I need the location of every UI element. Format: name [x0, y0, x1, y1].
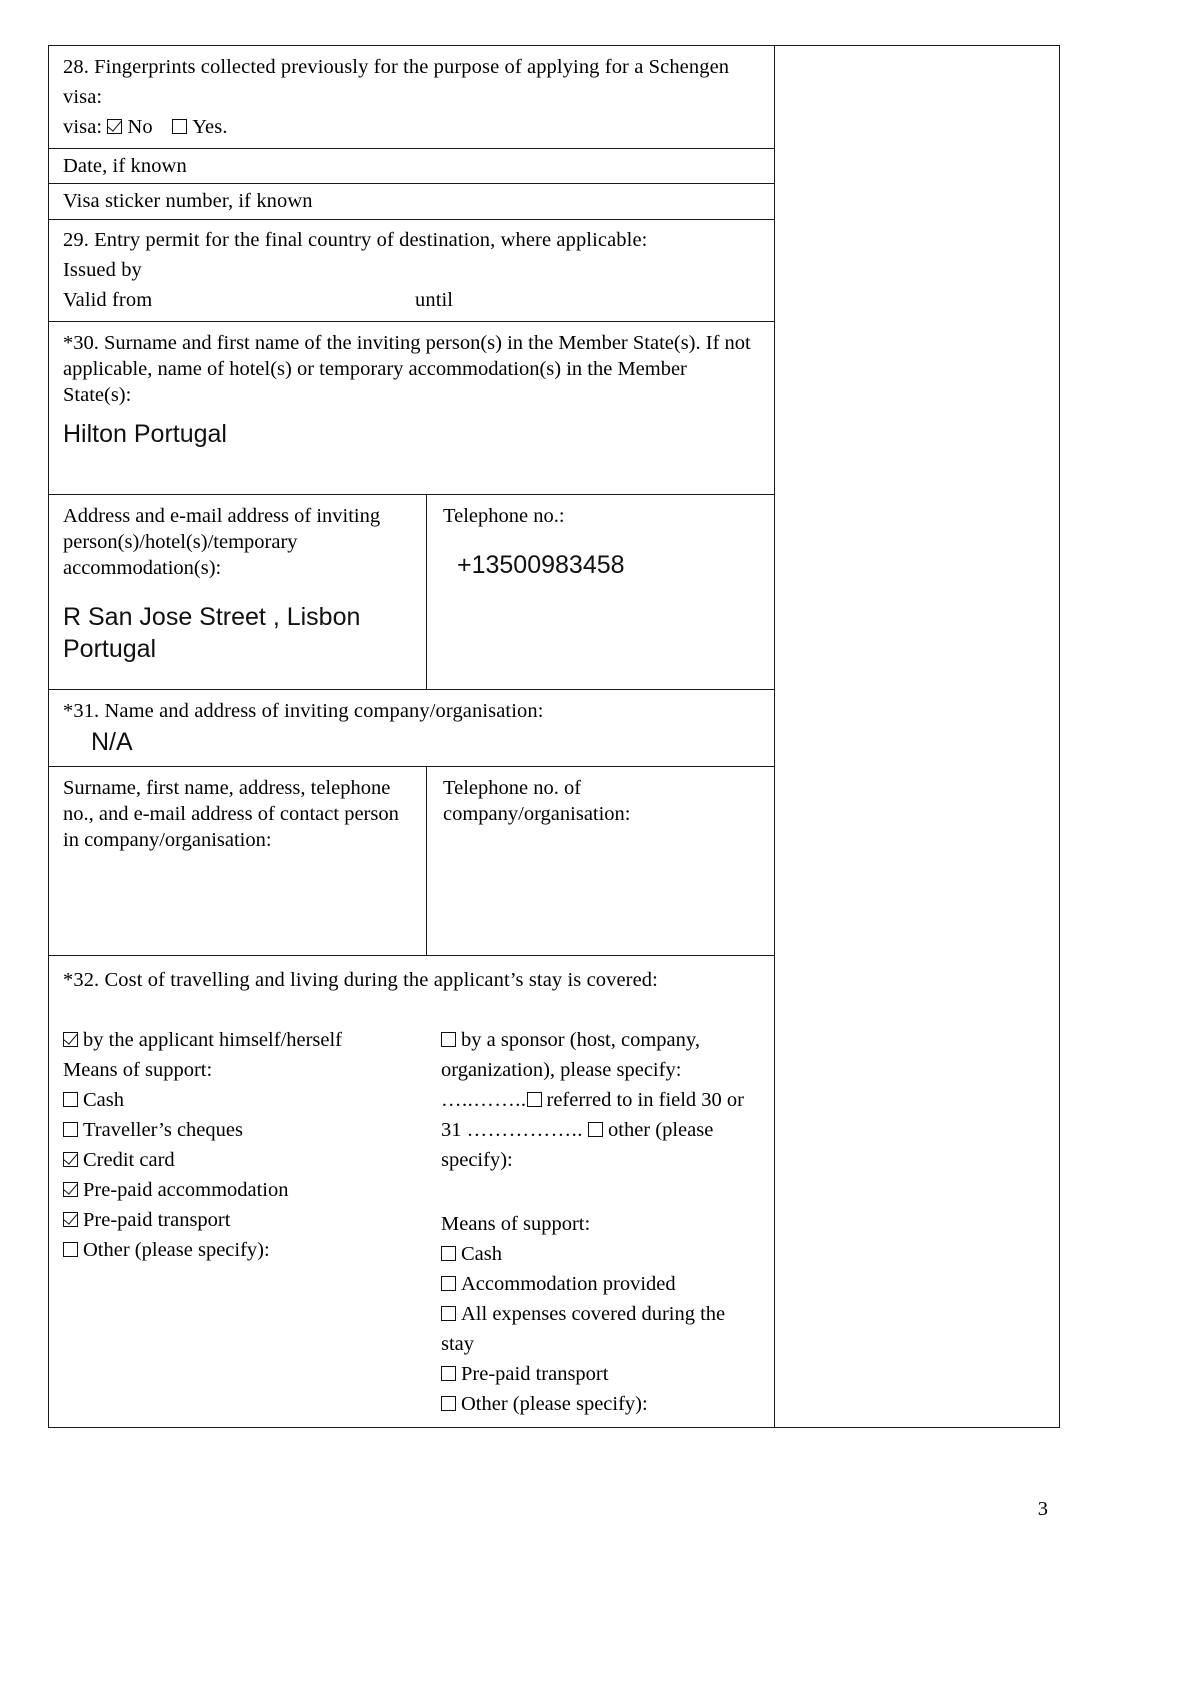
- field-32-right-cash-label: Cash: [461, 1243, 502, 1265]
- field-32-left-prepaid-accommodation-checkbox[interactable]: [63, 1182, 78, 1197]
- field-28-block: [49, 46, 774, 220]
- field-32-block: [49, 956, 774, 1427]
- field-32-left-cash-label: Cash: [83, 1089, 124, 1111]
- field-32-sponsor-option[interactable]: [441, 1025, 760, 1085]
- field-32-left-column: [63, 1025, 427, 1419]
- field-29-valid-from-label: Valid from: [63, 289, 153, 311]
- field-29-title: 29. Entry permit for the final country of destination, where applicable:: [63, 229, 648, 251]
- field-32-right-means-label: Means of support:: [441, 1213, 591, 1235]
- field-30-telephone-label: Telephone no.:: [443, 505, 565, 527]
- field-32-left-cash-checkbox[interactable]: [63, 1092, 78, 1107]
- field-28-sticker-label: Visa sticker number, if known: [63, 190, 313, 212]
- field-32-left-credit-card-checkbox[interactable]: [63, 1152, 78, 1167]
- field-29-validity-row: [63, 285, 760, 315]
- field-29-issued-by-label: Issued by: [63, 259, 142, 281]
- field-28-no-label: No: [127, 116, 153, 138]
- field-32-right-accommodation-label: Accommodation provided: [461, 1273, 676, 1295]
- field-32-left-option-credit-card[interactable]: [63, 1145, 427, 1175]
- field-30-title: *30. Surname and first name of the inviting person(s) in the Member State(s). If not applicable, name of hotel(s) or temporary accommodation(s) in the Member State(s):: [63, 332, 751, 406]
- field-32-right-option-prepaid-transport[interactable]: [441, 1359, 760, 1389]
- field-28-options-row: [63, 112, 760, 142]
- field-32-left-means-label: Means of support:: [63, 1059, 213, 1081]
- field-32-right-cash-checkbox[interactable]: [441, 1246, 456, 1261]
- field-31-telephone-cell: [427, 767, 774, 955]
- field-32-right-other2-checkbox[interactable]: [441, 1396, 456, 1411]
- field-32-right-column: [427, 1025, 760, 1419]
- field-32-left-option-cash[interactable]: [63, 1085, 427, 1115]
- field-28-no-checkbox[interactable]: [107, 119, 122, 134]
- field-32-applicant-label: by the applicant himself/herself: [83, 1029, 343, 1051]
- field-32-left-prepaid-transport-checkbox[interactable]: [63, 1212, 78, 1227]
- field-31-contact-row: [49, 767, 774, 956]
- field-32-title: *32. Cost of travelling and living during the applicant’s stay is covered:: [63, 969, 658, 991]
- field-32-left-prepaid-transport-label: Pre-paid transport: [83, 1209, 231, 1231]
- field-32-left-option-cheques[interactable]: [63, 1115, 427, 1145]
- field-31-value[interactable]: N/A: [91, 727, 133, 756]
- field-32-right-option-other[interactable]: [441, 1389, 760, 1419]
- field-32-left-option-prepaid-accommodation[interactable]: [63, 1175, 427, 1205]
- field-28-date-row: [49, 149, 774, 184]
- field-32-right-prepaid-transport-label: Pre-paid transport: [461, 1363, 609, 1385]
- field-28-yes-checkbox[interactable]: [172, 119, 187, 134]
- field-32-other-line[interactable]: [441, 1115, 760, 1175]
- field-29-block: [49, 220, 774, 322]
- field-32-sponsor-checkbox[interactable]: [441, 1032, 456, 1047]
- right-margin-column: [775, 46, 1059, 1427]
- field-32-other-dots: ……………..: [466, 1119, 583, 1141]
- field-28-visa-prefix: visa:: [63, 116, 103, 138]
- field-32-left-option-prepaid-transport[interactable]: [63, 1205, 427, 1235]
- field-32-right-other-checkbox[interactable]: [588, 1122, 603, 1137]
- field-32-right-option-all-expenses[interactable]: [441, 1299, 760, 1359]
- field-30-value[interactable]: Hilton Portugal: [63, 420, 227, 448]
- field-32-applicant-option[interactable]: [63, 1025, 427, 1055]
- field-28-date-label: Date, if known: [63, 155, 187, 177]
- field-32-left-credit-card-label: Credit card: [83, 1149, 175, 1171]
- field-31-contact-label: Surname, first name, address, telephone no., and e-mail address of contact person in company/organisation:: [63, 776, 399, 851]
- field-32-right-all-expenses-label: All expenses covered during the stay: [441, 1303, 726, 1355]
- field-32-left-option-other[interactable]: [63, 1235, 427, 1265]
- field-32-right-other2-label: Other (please specify):: [461, 1393, 648, 1415]
- page-number: 3: [1037, 1498, 1048, 1520]
- field-32-left-prepaid-accommodation-label: Pre-paid accommodation: [83, 1179, 289, 1201]
- field-31-block: [49, 690, 774, 767]
- field-32-right-accommodation-checkbox[interactable]: [441, 1276, 456, 1291]
- field-32-left-cheques-checkbox[interactable]: [63, 1122, 78, 1137]
- field-32-right-other-label: other (please specify):: [441, 1119, 714, 1171]
- field-30-telephone-value[interactable]: +13500983458: [457, 551, 625, 579]
- field-32-right-option-cash[interactable]: [441, 1239, 760, 1269]
- field-30-telephone-cell: [427, 495, 774, 689]
- field-32-right-option-accommodation[interactable]: [441, 1269, 760, 1299]
- field-28-sticker-row: [49, 184, 774, 219]
- field-32-right-all-expenses-checkbox[interactable]: [441, 1306, 456, 1321]
- form-page-frame: [48, 45, 1060, 1428]
- field-28-question: 28. Fingerprints collected previously for the purpose of applying for a Schengen visa:: [63, 56, 730, 108]
- field-31-telephone-label: Telephone no. of company/organisation:: [443, 776, 631, 825]
- field-32-field-number: 31: [441, 1119, 462, 1141]
- field-28-yes-label: Yes.: [192, 116, 228, 138]
- field-32-referred-dots: …..……..: [441, 1089, 527, 1111]
- field-28-fingerprints: [49, 46, 774, 149]
- field-32-sponsor-label: by a sponsor (host, company, organization), please specify:: [441, 1029, 700, 1081]
- field-30-address-cell: [49, 495, 427, 689]
- field-32-referred-label: referred to in field 30 or: [546, 1089, 745, 1111]
- field-29-until-label: until: [415, 289, 454, 311]
- field-31-title: *31. Name and address of inviting company/organisation:: [63, 699, 544, 722]
- field-30-address-row: [49, 495, 774, 690]
- field-30-block: [49, 322, 774, 495]
- field-32-referred-checkbox[interactable]: [527, 1092, 542, 1107]
- field-32-left-other-label: Other (please specify):: [83, 1239, 270, 1261]
- field-32-referred-line[interactable]: [441, 1085, 760, 1115]
- field-31-contact-cell: [49, 767, 427, 955]
- field-32-applicant-checkbox[interactable]: [63, 1032, 78, 1047]
- field-32-left-cheques-label: Traveller’s cheques: [83, 1119, 243, 1141]
- field-30-address-value[interactable]: R San Jose Street , Lisbon Portugal: [63, 603, 361, 663]
- field-30-address-label: Address and e-mail address of inviting person(s)/hotel(s)/temporary accommodation(s):: [63, 505, 381, 579]
- field-32-right-prepaid-transport-checkbox[interactable]: [441, 1366, 456, 1381]
- form-table: [49, 46, 775, 1427]
- field-32-left-other-checkbox[interactable]: [63, 1242, 78, 1257]
